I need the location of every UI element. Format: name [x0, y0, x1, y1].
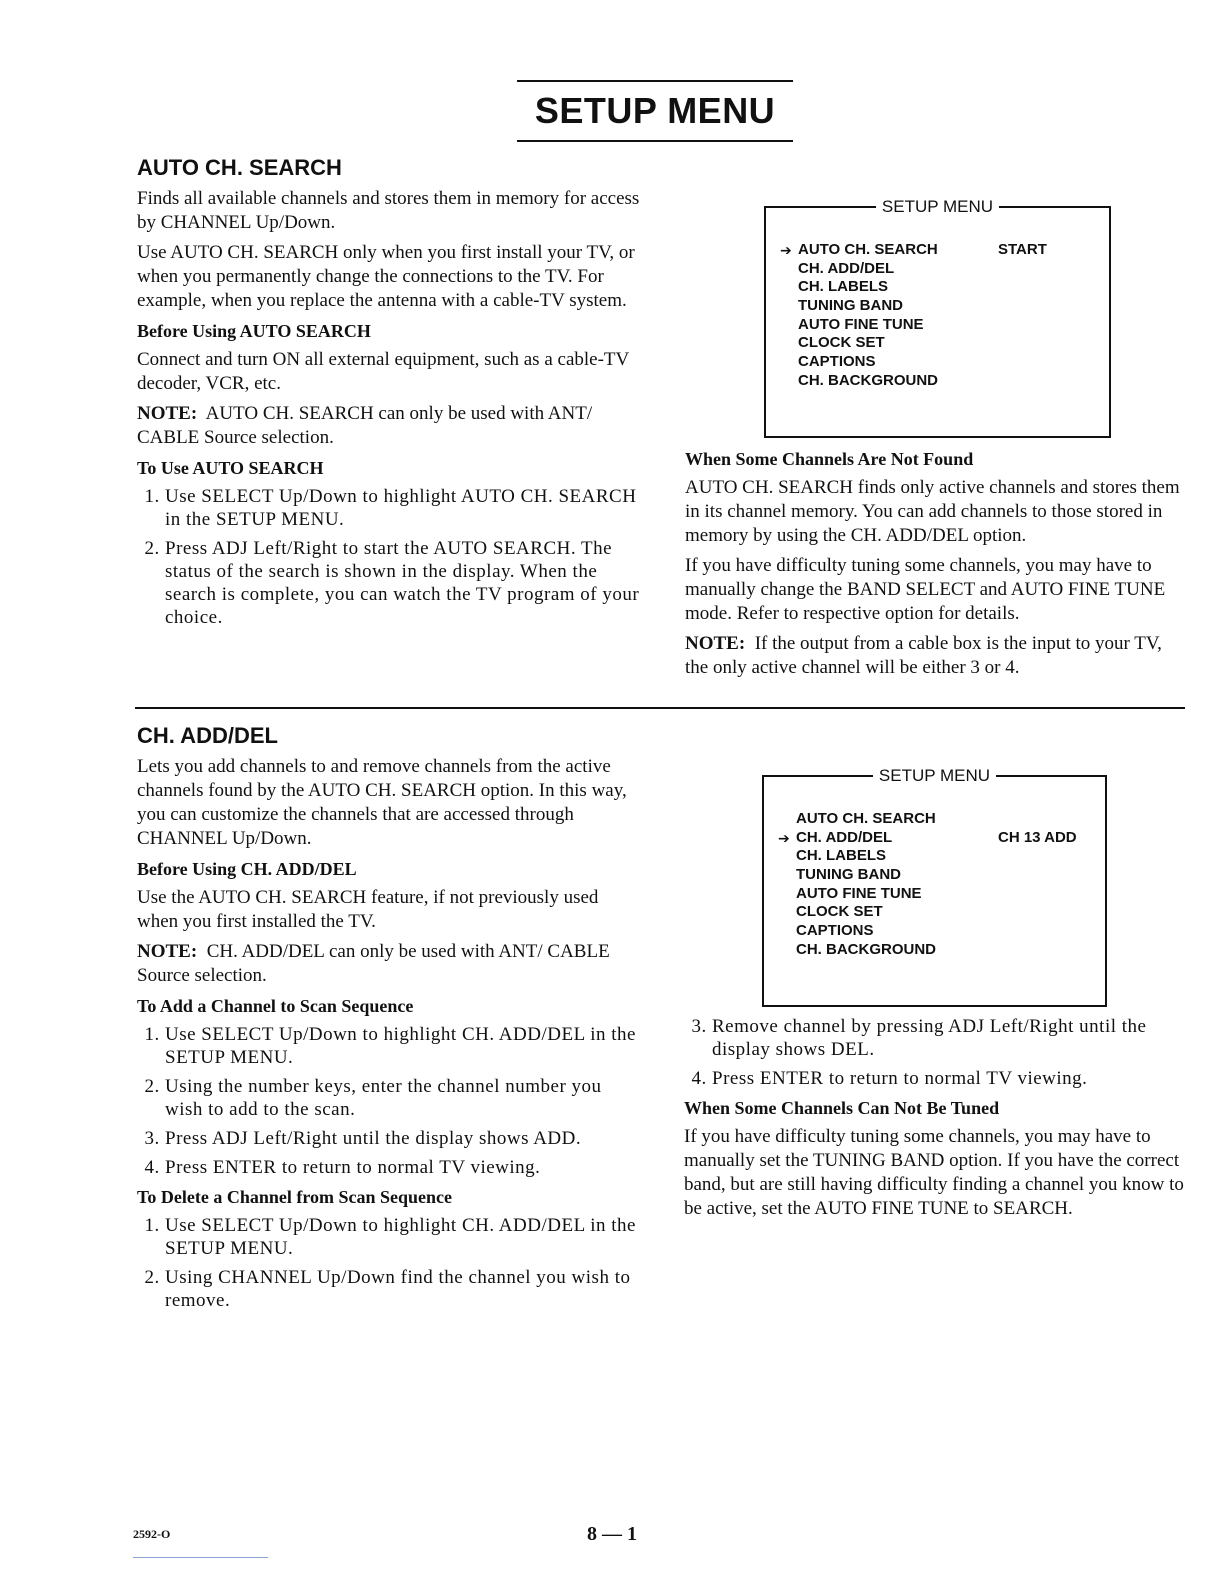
- delete-channel-steps-part-1: [137, 1214, 642, 1312]
- menu-item-ch-background: CH. BACKGROUND: [796, 940, 936, 958]
- auto-search-before-heading: Before Using AUTO SEARCH: [137, 321, 371, 341]
- add-del-before-text: Use the AUTO CH. SEARCH feature, if not previously used when you first installed the TV.: [137, 887, 599, 932]
- section-divider: [135, 707, 1185, 709]
- menu-title: SETUP MENU: [873, 766, 996, 785]
- note-text: CH. ADD/DEL can only be used with ANT/ CABLE Source selection.: [137, 941, 610, 986]
- menu-item-auto-fine-tune: AUTO FINE TUNE: [798, 315, 924, 333]
- menu-item-list: [778, 810, 936, 960]
- auto-search-before-text: Connect and turn ON all external equipment, such as a cable-TV decoder, VCR, etc.: [137, 349, 629, 394]
- list-item: 2. Using CHANNEL Up/Down find the channel you wish to remove.: [165, 1266, 642, 1312]
- title-bottom-rule: [517, 140, 793, 142]
- list-item: 2. Using the number keys, enter the channel number you wish to add to the scan.: [165, 1075, 642, 1121]
- add-del-heading: CH. ADD/DEL: [137, 723, 278, 748]
- cable-box-note: [685, 632, 1185, 680]
- menu-item-ch-labels: CH. LABELS: [798, 278, 888, 296]
- auto-search-left-column: [137, 156, 642, 635]
- arrow-right-icon: ➔: [778, 829, 790, 846]
- add-del-right-column: [684, 1015, 1189, 1227]
- add-del-note: [137, 940, 642, 988]
- menu-item-auto-ch-search: ➔ AUTO CH. SEARCH: [780, 241, 938, 258]
- setup-menu-display-1: [764, 197, 1111, 438]
- note-label: NOTE:: [137, 403, 198, 424]
- menu-item-auto-fine-tune: AUTO FINE TUNE: [796, 884, 922, 902]
- auto-search-intro: Finds all available channels and stores them in memory for access by CHANNEL Up/Down.: [137, 188, 640, 233]
- arrow-right-icon: ➔: [780, 242, 792, 258]
- auto-search-right-column: [685, 447, 1185, 686]
- delete-channel-steps-part-2: [684, 1015, 1189, 1090]
- list-item: 3. Remove channel by pressing ADJ Left/Right until the display shows DEL.: [712, 1015, 1189, 1061]
- add-channel-steps: [137, 1023, 642, 1179]
- not-found-text-2: If you have difficulty tuning some channels, you may have to manually change the BAND SELECT and AUTO FINE TUNE mode. Refer to respective option for details.: [685, 555, 1166, 624]
- add-del-before-heading: Before Using CH. ADD/DEL: [137, 859, 357, 879]
- auto-search-to-use-heading: To Use AUTO SEARCH: [137, 458, 324, 478]
- list-item: 1. Use SELECT Up/Down to highlight CH. ADD/DEL in the SETUP MENU.: [165, 1214, 642, 1260]
- list-item: 1. Use SELECT Up/Down to highlight AUTO CH. SEARCH in the SETUP MENU.: [165, 485, 642, 531]
- add-del-left-column: [137, 724, 642, 1318]
- add-channel-heading: To Add a Channel to Scan Sequence: [137, 996, 414, 1016]
- not-found-heading: When Some Channels Are Not Found: [685, 449, 974, 469]
- auto-search-usage: Use AUTO CH. SEARCH only when you first install your TV, or when you permanently change the connections to the TV. For example, when you replace the antenna with a cable-TV system.: [137, 242, 635, 311]
- note-text: If the output from a cable box is the input to your TV, the only active channel will be either 3 or 4.: [685, 633, 1162, 678]
- menu-item-auto-ch-search: AUTO CH. SEARCH: [796, 810, 936, 827]
- not-tuned-text: If you have difficulty tuning some channels, you may have to manually set the TUNING BAND option. If you have the correct band, but are still having difficulty finding a channel you know to be active, set the AUTO FINE TUNE to SEARCH.: [684, 1126, 1184, 1219]
- not-tuned-heading: When Some Channels Can Not Be Tuned: [684, 1098, 1000, 1118]
- list-item: 4. Press ENTER to return to normal TV viewing.: [165, 1156, 642, 1179]
- menu-title: SETUP MENU: [876, 197, 999, 216]
- list-item: 1. Use SELECT Up/Down to highlight CH. ADD/DEL in the SETUP MENU.: [165, 1023, 642, 1069]
- auto-search-steps: [137, 485, 642, 629]
- delete-channel-heading: To Delete a Channel from Scan Sequence: [137, 1187, 452, 1207]
- menu-item-clock-set: CLOCK SET: [796, 903, 883, 921]
- list-item: 3. Press ADJ Left/Right until the display shows ADD.: [165, 1127, 642, 1150]
- menu-item-ch-background: CH. BACKGROUND: [798, 371, 938, 389]
- auto-search-heading: AUTO CH. SEARCH: [137, 155, 342, 180]
- page-title: SETUP MENU: [534, 90, 776, 131]
- list-item: 4. Press ENTER to return to normal TV viewing.: [712, 1067, 1189, 1090]
- menu-item-list: [780, 241, 938, 391]
- auto-search-note: [137, 402, 642, 450]
- document-code: 2592-O: [133, 1527, 171, 1541]
- note-label: NOTE:: [685, 633, 746, 654]
- note-text: AUTO CH. SEARCH can only be used with ANT/ CABLE Source selection.: [137, 403, 593, 448]
- menu-status-value: CH 13 ADD: [998, 829, 1077, 846]
- page-title-block: [517, 80, 793, 142]
- menu-item-ch-add-del: CH. ADD/DEL: [798, 259, 895, 277]
- menu-status-value: START: [998, 241, 1047, 258]
- menu-item-captions: CAPTIONS: [796, 922, 874, 940]
- menu-item-ch-labels: CH. LABELS: [796, 847, 886, 865]
- menu-item-clock-set: CLOCK SET: [798, 334, 885, 352]
- menu-item-ch-add-del: ➔ CH. ADD/DEL: [778, 828, 893, 846]
- footer-rule: [133, 1557, 268, 1558]
- page-number: 8 — 1: [587, 1523, 637, 1545]
- menu-item-captions: CAPTIONS: [798, 353, 876, 371]
- not-found-text-1: AUTO CH. SEARCH finds only active channels and stores them in its channel memory. You can add channels to those stored in memory by using the CH. ADD/DEL option.: [685, 477, 1180, 546]
- list-item: 2. Press ADJ Left/Right to start the AUTO SEARCH. The status of the search is shown in the display. When the search is complete, you can watch the TV program of your choice.: [165, 537, 642, 629]
- note-label: NOTE:: [137, 941, 198, 962]
- menu-item-tuning-band: TUNING BAND: [798, 297, 903, 315]
- menu-item-tuning-band: TUNING BAND: [796, 866, 901, 884]
- setup-menu-display-2: [762, 766, 1107, 1007]
- add-del-intro: Lets you add channels to and remove channels from the active channels found by the AUTO CH. SEARCH option. In this way, you can customize the channels that are accessed through CHANNEL Up/Down.: [137, 756, 627, 849]
